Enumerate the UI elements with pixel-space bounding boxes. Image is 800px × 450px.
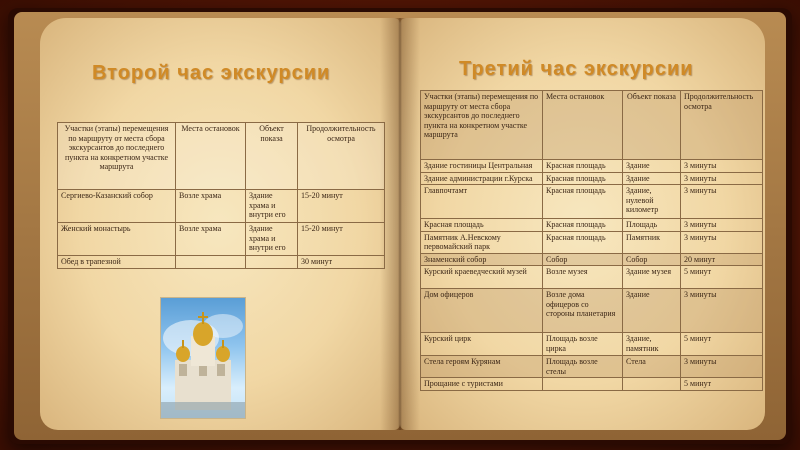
table-cell: 5 минут	[681, 378, 763, 391]
table-cell: Здание, памятник	[623, 333, 681, 356]
table-row	[421, 253, 763, 266]
table-row	[421, 289, 763, 333]
header-cell: Объект показа	[246, 123, 298, 190]
left-itinerary-table	[57, 122, 385, 269]
table-cell: Красная площадь	[543, 172, 623, 185]
table-row	[421, 333, 763, 356]
table-cell: 3 минуты	[681, 356, 763, 378]
table-cell: 3 минуты	[681, 219, 763, 232]
table-cell: Знаменский собор	[421, 253, 543, 266]
table-cell	[176, 256, 246, 269]
table-cell: Здание	[623, 172, 681, 185]
table-cell: Здание администрации г.Курска	[421, 172, 543, 185]
table-cell: Сергиево-Казанский собор	[58, 190, 176, 223]
table-cell: Площадь возле цирка	[543, 333, 623, 356]
table-cell: Курский цирк	[421, 333, 543, 356]
table-cell: Обед в трапезной	[58, 256, 176, 269]
header-cell: Участки (этапы) перемещения по маршруту от места сбора экскурсантов до последнего пункта на конкретном участке маршрута	[421, 91, 543, 160]
table-cell: Собор	[623, 253, 681, 266]
right-page-title: Третий час экскурсии	[459, 58, 694, 80]
table-cell: Дом офицеров	[421, 289, 543, 333]
table-cell: Здание гостиницы Центральная	[421, 160, 543, 173]
table-cell: Возле храма	[176, 223, 246, 256]
table-cell: Памятник	[623, 231, 681, 253]
table-cell: Собор	[543, 253, 623, 266]
left-page-title: Второй час экскурсии	[92, 62, 331, 84]
table-cell: Красная площадь	[421, 219, 543, 232]
table-cell: Здание, нулевой километр	[623, 185, 681, 219]
table-cell: Здание	[623, 160, 681, 173]
table-cell: 3 минуты	[681, 185, 763, 219]
table-cell: Красная площадь	[543, 231, 623, 253]
header-cell: Места остановок	[543, 91, 623, 160]
table-row	[421, 231, 763, 253]
table-row	[421, 160, 763, 173]
table-row	[421, 185, 763, 219]
table-cell: 3 минуты	[681, 289, 763, 333]
table-cell: Возле дома офицеров со стороны планетария	[543, 289, 623, 333]
cathedral-icon	[161, 298, 245, 418]
table-cell: 3 минуты	[681, 172, 763, 185]
table-cell: 5 минут	[681, 266, 763, 289]
header-cell: Объект показа	[623, 91, 681, 160]
table-cell: Прощание с туристами	[421, 378, 543, 391]
table-cell: 30 минут	[298, 256, 385, 269]
table-cell: Главпочтамт	[421, 185, 543, 219]
table-cell: Площадь	[623, 219, 681, 232]
table-header-row	[58, 123, 385, 190]
table-row	[421, 378, 763, 391]
table-cell: 15-20 минут	[298, 190, 385, 223]
table-cell: Здание музея	[623, 266, 681, 289]
table-cell: Памятник А.Невскому первомайский парк	[421, 231, 543, 253]
table-cell: Здание храма и внутри его	[246, 190, 298, 223]
table-row	[421, 172, 763, 185]
table-row	[58, 223, 385, 256]
table-cell: Красная площадь	[543, 219, 623, 232]
table-row	[421, 266, 763, 289]
table-cell	[623, 378, 681, 391]
table-cell: Здание	[623, 289, 681, 333]
table-cell: 15-20 минут	[298, 223, 385, 256]
table-cell: 20 минут	[681, 253, 763, 266]
table-cell: Стела	[623, 356, 681, 378]
table-row	[421, 356, 763, 378]
header-cell: Участки (этапы) перемещения по маршруту от места сбора экскурсантов до последнего пункта на конкретном участке маршрута	[58, 123, 176, 190]
table-row	[58, 190, 385, 223]
table-cell	[246, 256, 298, 269]
table-cell: Стела героям Курянам	[421, 356, 543, 378]
header-cell: Продолжительность осмотра	[298, 123, 385, 190]
table-cell: Возле храма	[176, 190, 246, 223]
table-cell: 5 минут	[681, 333, 763, 356]
table-cell: 3 минуты	[681, 231, 763, 253]
table-cell: Возле музея	[543, 266, 623, 289]
table-cell	[543, 378, 623, 391]
right-itinerary-table	[420, 90, 763, 391]
book-gutter	[380, 18, 420, 430]
table-cell: Курский краеведческий музей	[421, 266, 543, 289]
table-cell: Площадь возле стелы	[543, 356, 623, 378]
table-header-row	[421, 91, 763, 160]
table-row	[421, 219, 763, 232]
table-row	[58, 256, 385, 269]
cathedral-photo	[160, 297, 246, 419]
table-cell: Здание храма и внутри его	[246, 223, 298, 256]
table-cell: 3 минуты	[681, 160, 763, 173]
table-cell: Женский монастырь	[58, 223, 176, 256]
header-cell: Места остановок	[176, 123, 246, 190]
table-cell: Красная площадь	[543, 185, 623, 219]
header-cell: Продолжительность осмотра	[681, 91, 763, 160]
table-cell: Красная площадь	[543, 160, 623, 173]
